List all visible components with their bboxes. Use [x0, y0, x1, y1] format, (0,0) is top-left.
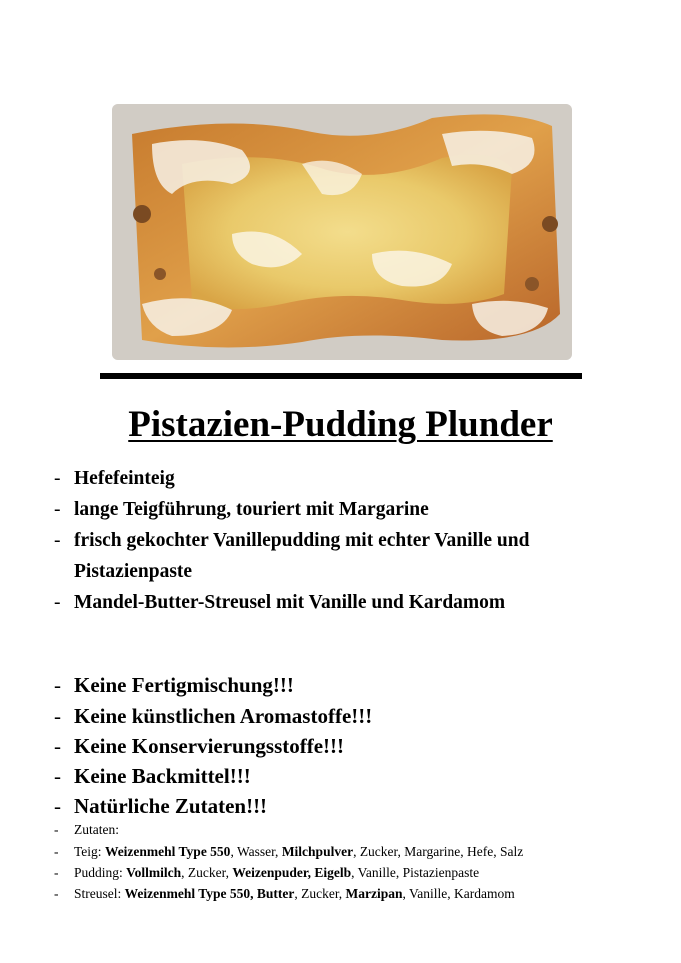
list-dash: - — [54, 844, 59, 859]
ingredients-heading: Zutaten: — [74, 822, 119, 837]
ingredient-text — [74, 884, 515, 904]
list-dash: - — [54, 865, 59, 880]
ingredient-part: , Zucker, — [181, 865, 233, 880]
feature-text: Mandel-Butter-Streusel mit Vanille und Kardamom — [74, 592, 506, 613]
ingredient-text — [74, 842, 523, 862]
list-dash: - — [54, 794, 61, 818]
list-dash: - — [54, 673, 61, 697]
ingredient-part: , Zucker, — [294, 886, 346, 901]
ingredient-part: , Vanille, Kardamom — [402, 886, 515, 901]
ingredient-part: Pudding: — [74, 865, 127, 880]
ingredient-bold: Vollmilch — [126, 865, 182, 880]
list-dash: - — [54, 734, 61, 758]
ingredient-bold: Milchpulver — [281, 844, 354, 859]
horizontal-rule — [100, 373, 582, 379]
ingredient-bold: Weizenmehl Type 550, Butter — [124, 886, 295, 901]
list-dash: - — [54, 530, 61, 551]
list-dash: - — [54, 704, 61, 728]
list-dash: - — [54, 822, 59, 837]
claim-text: Keine Backmittel!!! — [74, 764, 251, 788]
feature-text: frisch gekochter Vanillepudding mit echter Vanille und — [74, 530, 530, 551]
ingredient-bold: Weizenpuder, Eigelb — [232, 865, 352, 880]
ingredient-part: , Vanille, Pistazienpaste — [351, 865, 480, 880]
ingredient-bold: Weizenmehl Type 550 — [104, 844, 231, 859]
claim-text: Keine Fertigmischung!!! — [74, 673, 294, 697]
ingredient-text — [74, 863, 479, 883]
ingredient-part: , Zucker, Margarine, Hefe, Salz — [353, 844, 524, 859]
pastry-photo — [112, 104, 572, 360]
claim-text: Keine künstlichen Aromastoffe!!! — [74, 704, 373, 728]
list-dash: - — [54, 592, 61, 613]
list-dash: - — [54, 886, 59, 901]
feature-text: Hefefeinteig — [74, 468, 175, 489]
pastry-photo-icon — [112, 104, 572, 360]
page-title: Pistazien-Pudding Plunder — [128, 404, 553, 445]
feature-text: Pistazienpaste — [74, 561, 193, 582]
claim-text: Keine Konservierungsstoffe!!! — [74, 734, 345, 758]
feature-text: lange Teigführung, touriert mit Margarine — [74, 499, 429, 520]
ingredient-part: Teig: — [74, 844, 105, 859]
ingredient-part: Streusel: — [74, 886, 125, 901]
list-dash: - — [54, 468, 61, 489]
list-dash: - — [54, 499, 61, 520]
ingredient-part: , Wasser, — [230, 844, 282, 859]
list-dash: - — [54, 764, 61, 788]
ingredient-bold: Marzipan — [345, 886, 403, 901]
claim-text: Natürliche Zutaten!!! — [74, 794, 268, 818]
